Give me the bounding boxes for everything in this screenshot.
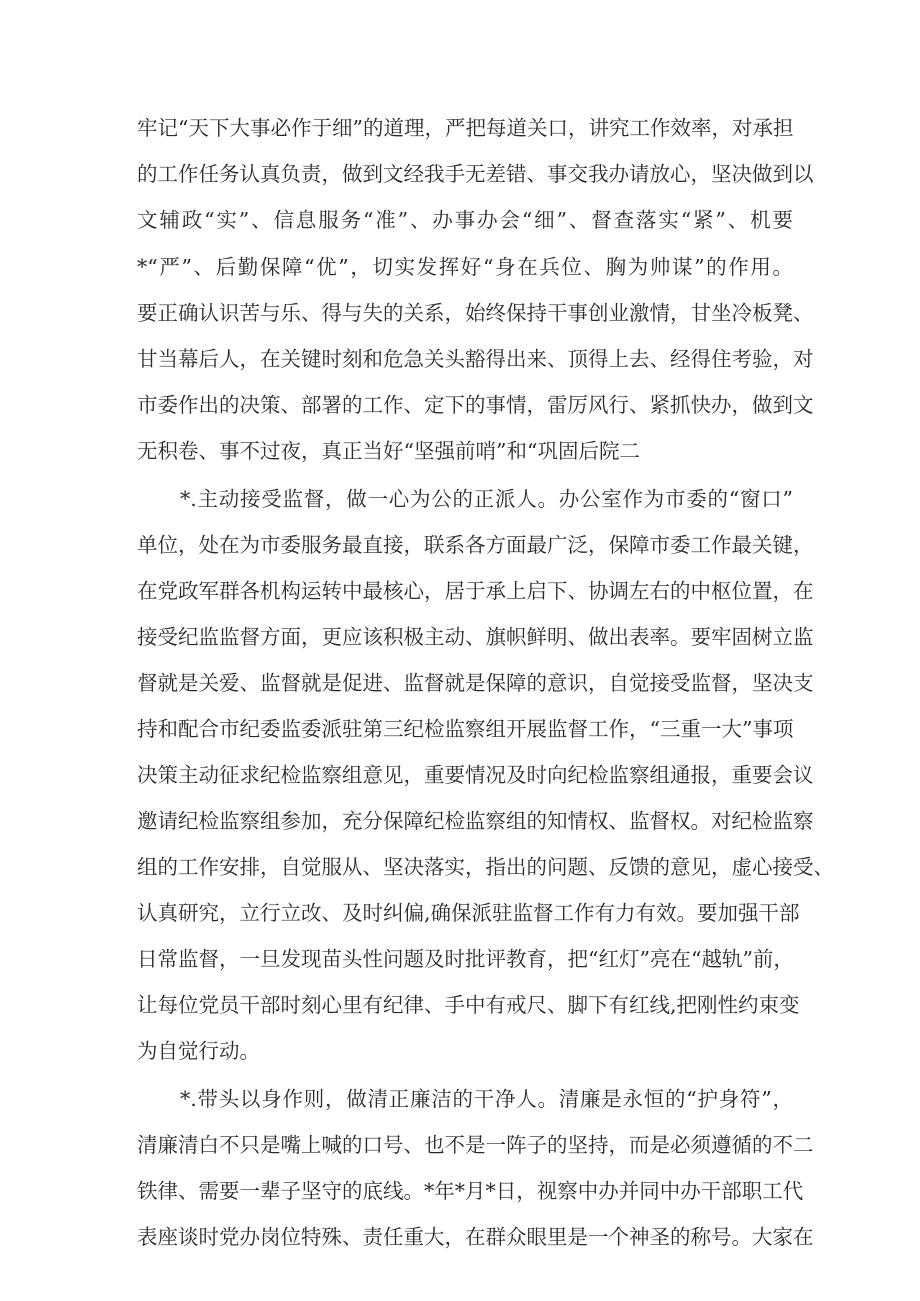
text-line: 认真研究，立行立改、及时纠偏,确保派驻监督工作有力有效。要加强干部	[137, 901, 800, 925]
text-line: 接受纪监监督方面，更应该积极主动、旗帜鲜明、做出表率。要牢固树立监	[137, 625, 814, 649]
text-line: 无积卷、事不过夜，真正当好“坚强前哨”和“巩固后院二	[137, 439, 640, 463]
text-line: 持和配合市纪委监委派驻第三纪检监察组开展监督工作，“三重一大”事项	[137, 717, 794, 741]
text-line: 牢记“天下大事必作于细”的道理，严把每道关口，讲究工作效率，对承担	[137, 116, 794, 140]
text-line: *“严”、后勤保障“优”，切实发挥好“身在兵位、胸为帅谋”的作用。	[137, 255, 793, 279]
text-line: 甘当幕后人，在关键时刻和危急关头豁得出来、顶得上去、经得住考验，对	[137, 347, 814, 371]
text-line: 市委作出的决策、部署的工作、定下的事情，雷厉风行、紧抓快办，做到文	[137, 393, 814, 417]
paragraph-heading-line: *.带头以身作则，做清正廉洁的干净人。清廉是永恒的“护身符”，	[180, 1087, 793, 1111]
text-line: 决策主动征求纪检监察组意见，重要情况及时向纪检监察组通报，重要会议	[137, 763, 814, 787]
text-line: 表座谈时党办岗位特殊、责任重大，在群众眼里是一个神圣的称号。大家在	[137, 1225, 814, 1249]
text-line: 铁律、需要一辈子坚守的底线。*年*月*日，视察中办并同中办干部职工代	[137, 1179, 804, 1203]
paragraph-heading-line: *.主动接受监督，做一心为公的正派人。办公室作为市委的“窗口”	[180, 487, 793, 511]
text-line: 的工作任务认真负责，做到文经我手无差错、事交我办请放心，坚决做到以	[137, 162, 814, 186]
text-line: 在党政军群各机构运转中最核心，居于承上启下、协调左右的中枢位置，在	[137, 579, 814, 603]
text-line: 单位，处在为市委服务最直接，联系各方面最广泛，保障市委工作最关键，	[137, 533, 814, 557]
text-line: 让每位党员干部时刻心里有纪律、手中有戒尺、脚下有红线,把刚性约束变	[137, 993, 800, 1017]
text-line: 文辅政“实”、信息服务“准”、办事办会“细”、督查落实“紧”、机要	[137, 208, 793, 232]
text-line: 清廉清白不只是嘴上喊的口号、也不是一阵子的坚持，而是必须遵循的不二	[137, 1133, 814, 1157]
text-line: 督就是关爱、监督就是促进、监督就是保障的意识，自觉接受监督，坚决支	[137, 671, 814, 695]
text-line: 组的工作安排，自觉服从、坚决落实，指出的问题、反馈的意见，虚心接受、	[137, 855, 834, 879]
text-line: 邀请纪检监察组参加，充分保障纪检监察组的知情权、监督权。对纪检监察	[137, 809, 814, 833]
text-line: 日常监督，一旦发现苗头性问题及时批评教育，把“红灯”亮在“越轨”前，	[137, 947, 794, 971]
text-line: 为自觉行动。	[137, 1039, 260, 1063]
text-line: 要正确认识苦与乐、得与失的关系，始终保持干事创业激情，甘坐冷板凳、	[137, 301, 814, 325]
